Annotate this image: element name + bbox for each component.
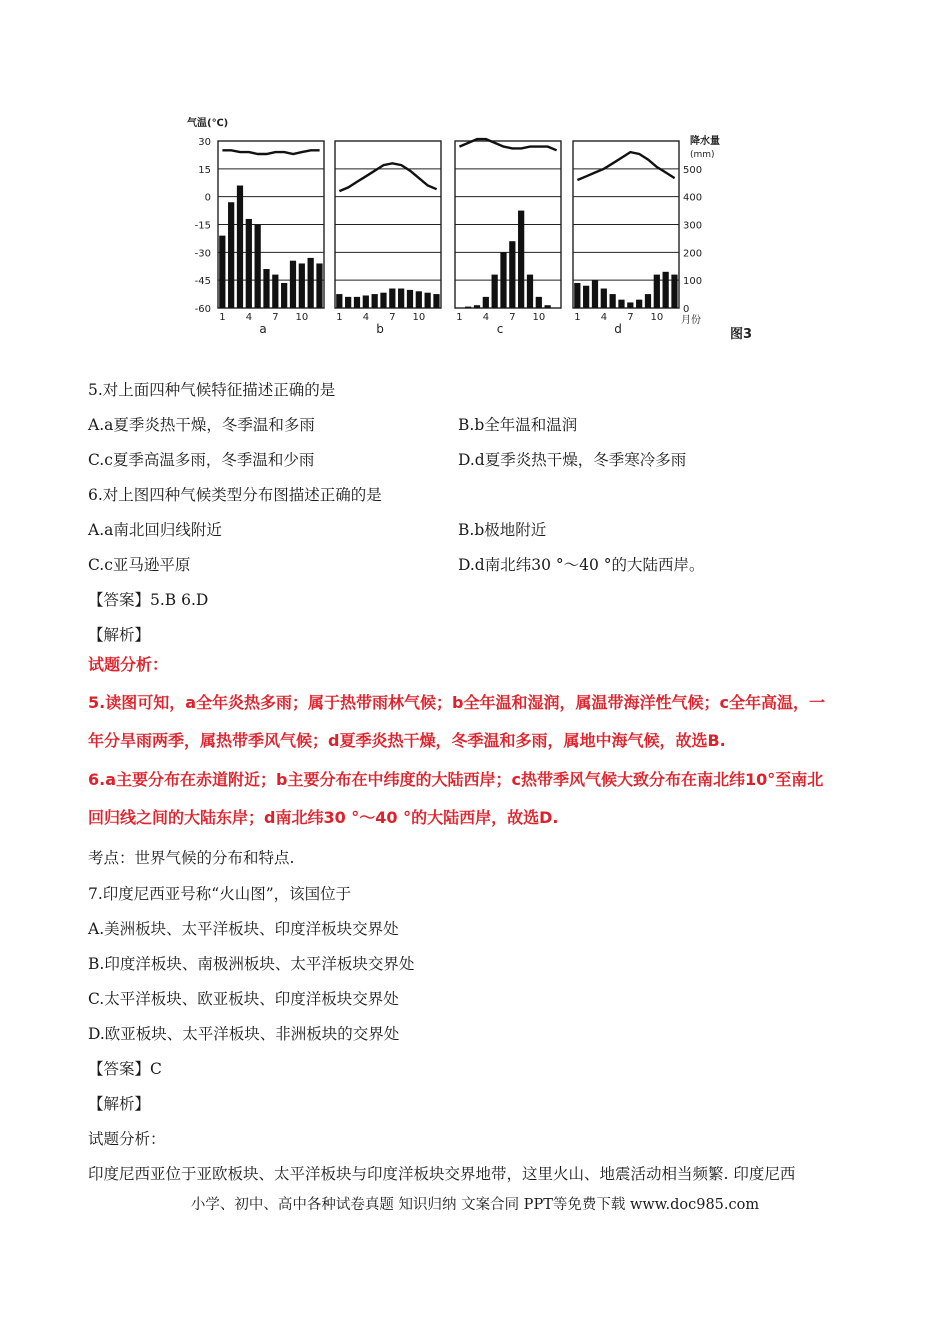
month-tick-label: 7 bbox=[627, 312, 634, 323]
left-tick-label: -45 bbox=[194, 276, 211, 288]
analysis-6-line-2: 回归线之间的大陆东岸；d南北纬30 °～40 °的大陆西岸，故选D. bbox=[88, 808, 559, 827]
answer-7: 【答案】C bbox=[88, 1060, 162, 1078]
month-tick-label: 7 bbox=[509, 312, 516, 323]
precipitation-bar bbox=[592, 280, 598, 308]
left-tick-label: 0 bbox=[204, 192, 211, 204]
right-tick-label: 0 bbox=[683, 304, 690, 315]
precipitation-bar bbox=[610, 294, 616, 308]
q7-option-d: D.欧亚板块、太平洋板块、非洲板块的交界处 bbox=[88, 1025, 400, 1043]
precipitation-bar bbox=[246, 219, 252, 308]
precipitation-bar bbox=[255, 225, 261, 309]
precipitation-bar bbox=[654, 275, 660, 308]
temperature-line bbox=[339, 163, 436, 191]
analysis-5-line-2: 年分旱雨两季，属热带季风气候；d夏季炎热干燥，冬季温和多雨，属地中海气候，故选B. bbox=[88, 731, 726, 750]
month-tick-label: 4 bbox=[600, 312, 608, 323]
q5-option-b: B.b全年温和温润 bbox=[458, 416, 578, 434]
analysis-6-line-1: 6.a主要分布在赤道附近；b主要分布在中纬度的大陆西岸；c热带季风气候大致分布在南北纬10°至南北 bbox=[88, 770, 824, 789]
right-axis-title: 降水量 bbox=[690, 136, 720, 147]
left-tick-label: -60 bbox=[194, 304, 211, 315]
precipitation-bar bbox=[627, 302, 633, 308]
precipitation-bar bbox=[483, 297, 489, 308]
precipitation-bar bbox=[433, 294, 439, 308]
month-tick-label: 4 bbox=[362, 312, 370, 323]
precipitation-bar bbox=[492, 275, 498, 308]
precipitation-bar bbox=[574, 283, 580, 308]
precipitation-bar bbox=[601, 289, 607, 308]
month-tick-label: 7 bbox=[389, 312, 396, 323]
question-7: 7.印度尼西亚号称“火山图”，该国位于 bbox=[88, 885, 352, 903]
q7-option-b: B.印度洋板块、南极洲板块、太平洋板块交界处 bbox=[88, 955, 415, 973]
panel-label: d bbox=[614, 322, 622, 336]
analysis-7-text: 印度尼西亚位于亚欧板块、太平洋板块与印度洋板块交界地带，这里火山、地震活动相当频繁. 印度尼西 bbox=[88, 1165, 796, 1183]
precipitation-bar bbox=[527, 275, 533, 308]
q6-option-c: C.c亚马逊平原 bbox=[88, 556, 191, 574]
q7-option-a: A.美洲板块、太平洋板块、印度洋板块交界处 bbox=[88, 920, 399, 938]
precipitation-bar bbox=[345, 297, 351, 308]
right-tick-label: 300 bbox=[683, 220, 703, 232]
precipitation-bar bbox=[407, 290, 413, 308]
precipitation-bar bbox=[509, 241, 515, 308]
left-tick-label: 15 bbox=[198, 164, 211, 176]
precipitation-bar bbox=[425, 293, 431, 308]
month-label: 月份 bbox=[681, 315, 701, 326]
precipitation-bar bbox=[518, 211, 524, 308]
precipitation-bar bbox=[398, 289, 404, 308]
month-tick-label: 4 bbox=[245, 312, 253, 323]
month-tick-label: 10 bbox=[532, 312, 546, 323]
precipitation-bar bbox=[372, 294, 378, 308]
page-footer: 小学、初中、高中各种试卷真题 知识归纳 文案合同 PPT等免费下载 www.doc985.com bbox=[190, 1197, 760, 1213]
temperature-line bbox=[577, 152, 674, 180]
right-tick-label: 400 bbox=[683, 192, 703, 204]
precipitation-bar bbox=[308, 258, 314, 308]
precipitation-bar bbox=[645, 294, 651, 308]
precipitation-bar bbox=[536, 297, 542, 308]
month-tick-label: 1 bbox=[336, 312, 343, 323]
knowledge-point: 考点：世界气候的分布和特点. bbox=[88, 849, 295, 867]
precipitation-bar bbox=[281, 283, 287, 308]
month-tick-label: 1 bbox=[219, 312, 226, 323]
figure-label: 图3 bbox=[730, 327, 753, 342]
q6-option-a: A.a南北回归线附近 bbox=[88, 521, 222, 539]
month-tick-label: 10 bbox=[650, 312, 664, 323]
month-tick-label: 10 bbox=[412, 312, 426, 323]
month-tick-label: 4 bbox=[482, 312, 490, 323]
q6-option-b: B.b极地附近 bbox=[458, 521, 547, 539]
q5-option-d: D.d夏季炎热干燥，冬季寒冷多雨 bbox=[458, 451, 687, 469]
q7-option-c: C.太平洋板块、欧亚板块、印度洋板块交界处 bbox=[88, 990, 399, 1008]
precipitation-bar bbox=[663, 272, 669, 308]
precipitation-bar bbox=[272, 275, 278, 308]
left-axis-title: 气温(℃) bbox=[187, 118, 229, 129]
left-tick-label: -15 bbox=[194, 220, 211, 232]
q6-option-d: D.d南北纬30 °～40 °的大陆西岸。 bbox=[458, 556, 705, 574]
panel-label: b bbox=[376, 322, 384, 336]
precipitation-bar bbox=[237, 186, 243, 308]
precipitation-bar bbox=[618, 300, 624, 308]
precipitation-bar bbox=[671, 275, 677, 308]
precipitation-bar bbox=[228, 202, 234, 308]
climate-chart-figure bbox=[185, 112, 770, 352]
temperature-line bbox=[222, 150, 319, 154]
precipitation-bar bbox=[474, 305, 480, 308]
analysis-intro-1: 试题分析： bbox=[88, 655, 169, 674]
answer-5-6: 【答案】5.B 6.D bbox=[88, 591, 209, 609]
left-tick-label: -30 bbox=[194, 248, 211, 260]
precipitation-bar bbox=[380, 293, 386, 308]
right-tick-label: 100 bbox=[683, 276, 703, 288]
precipitation-bar bbox=[363, 295, 369, 308]
panel-label: c bbox=[496, 322, 504, 336]
analysis-5-line-1: 5.读图可知，a全年炎热多雨；属于热带雨林气候；b全年温和湿润，属温带海洋性气候；c全年高温，一 bbox=[88, 693, 825, 712]
month-tick-label: 7 bbox=[272, 312, 279, 323]
analysis-heading-2: 【解析】 bbox=[88, 1095, 151, 1113]
left-tick-label: 30 bbox=[198, 137, 211, 148]
precipitation-bar bbox=[389, 289, 395, 308]
month-tick-label: 1 bbox=[456, 312, 463, 323]
month-tick-label: 1 bbox=[574, 312, 581, 323]
precipitation-bar bbox=[316, 263, 322, 308]
question-6: 6.对上图四种气候类型分布图描述正确的是 bbox=[88, 486, 382, 504]
right-axis-unit: (mm) bbox=[690, 150, 715, 160]
question-5: 5.对上面四种气候特征描述正确的是 bbox=[88, 381, 336, 399]
right-tick-label: 500 bbox=[683, 164, 703, 176]
precipitation-bar bbox=[299, 263, 305, 308]
precipitation-bar bbox=[500, 252, 506, 308]
precipitation-bar bbox=[219, 236, 225, 308]
precipitation-bar bbox=[465, 307, 471, 308]
precipitation-bar bbox=[583, 286, 589, 308]
month-tick-label: 10 bbox=[295, 312, 309, 323]
panel-label: a bbox=[259, 322, 267, 336]
precipitation-bar bbox=[263, 269, 269, 308]
q5-option-a: A.a夏季炎热干燥，冬季温和多雨 bbox=[88, 416, 315, 434]
analysis-intro-2: 试题分析： bbox=[88, 1130, 166, 1148]
precipitation-bar bbox=[636, 300, 642, 308]
analysis-heading-1: 【解析】 bbox=[88, 626, 151, 644]
precipitation-bar bbox=[336, 294, 342, 308]
precipitation-bar bbox=[545, 305, 551, 308]
precipitation-bar bbox=[354, 297, 360, 308]
q5-option-c: C.c夏季高温多雨，冬季温和少雨 bbox=[88, 451, 315, 469]
right-tick-label: 200 bbox=[683, 248, 703, 260]
precipitation-bar bbox=[416, 291, 422, 308]
precipitation-bar bbox=[290, 261, 296, 308]
